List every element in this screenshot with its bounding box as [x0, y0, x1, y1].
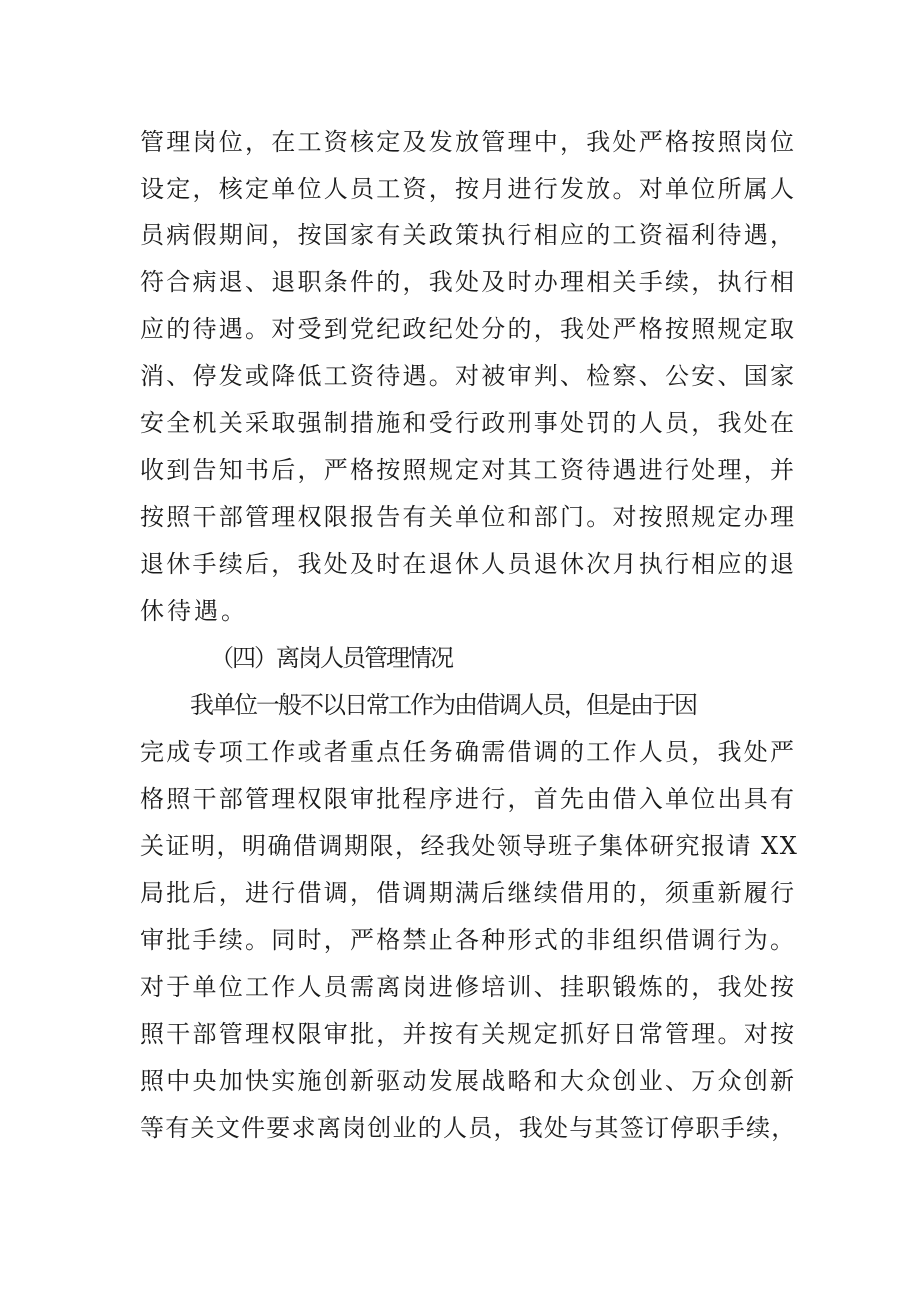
paragraph-line: 按照干部管理权限报告有关单位和部门。对按照规定办理	[140, 503, 797, 531]
paragraph-line: 关证明，明确借调期限，经我处领导班子集体研究报请 XX	[140, 832, 799, 860]
paragraph-line: 照干部管理权限审批，并按有关规定抓好日常管理。对按	[140, 1020, 797, 1048]
paragraph-line: 局批后，进行借调，借调期满后继续借用的，须重新履行	[140, 879, 797, 907]
paragraph-line: 等有关文件要求离岗创业的人员，我处与其签订停职手续，	[140, 1114, 797, 1142]
section-heading: （四）离岗人员管理情况	[210, 644, 452, 672]
paragraph-line: 应的待遇。对受到党纪政纪处分的，我处严格按照规定取	[140, 315, 797, 343]
paragraph-line: 管理岗位，在工资核定及发放管理中，我处严格按照岗位	[140, 128, 797, 156]
paragraph-line: 格照干部管理权限审批程序进行，首先由借入单位出具有	[140, 785, 797, 813]
paragraph-line: 我单位一般不以日常工作为由借调人员，但是由于因	[190, 691, 696, 719]
paragraph-line: 休待遇。	[140, 597, 248, 625]
paragraph-line: 照中央加快实施创新驱动发展战略和大众创业、万众创新	[140, 1067, 797, 1095]
paragraph-line: 员病假期间，按国家有关政策执行相应的工资福利待遇，	[140, 221, 797, 249]
paragraph-line: 完成专项工作或者重点任务确需借调的工作人员，我处严	[140, 738, 797, 766]
paragraph-line: 消、停发或降低工资待遇。对被审判、检察、公安、国家	[140, 362, 797, 390]
paragraph-line: 退休手续后，我处及时在退休人员退休次月执行相应的退	[140, 550, 797, 578]
paragraph-line: 对于单位工作人员需离岗进修培训、挂职锻炼的，我处按	[140, 973, 797, 1001]
paragraph-line: 设定，核定单位人员工资，按月进行发放。对单位所属人	[140, 175, 797, 203]
paragraph-line: 审批手续。同时，严格禁止各种形式的非组织借调行为。	[140, 926, 797, 954]
paragraph-line: 收到告知书后，严格按照规定对其工资待遇进行处理，并	[140, 456, 797, 484]
paragraph-line: 符合病退、退职条件的，我处及时办理相关手续，执行相	[140, 268, 797, 296]
paragraph-line: 安全机关采取强制措施和受行政刑事处罚的人员，我处在	[140, 409, 797, 437]
